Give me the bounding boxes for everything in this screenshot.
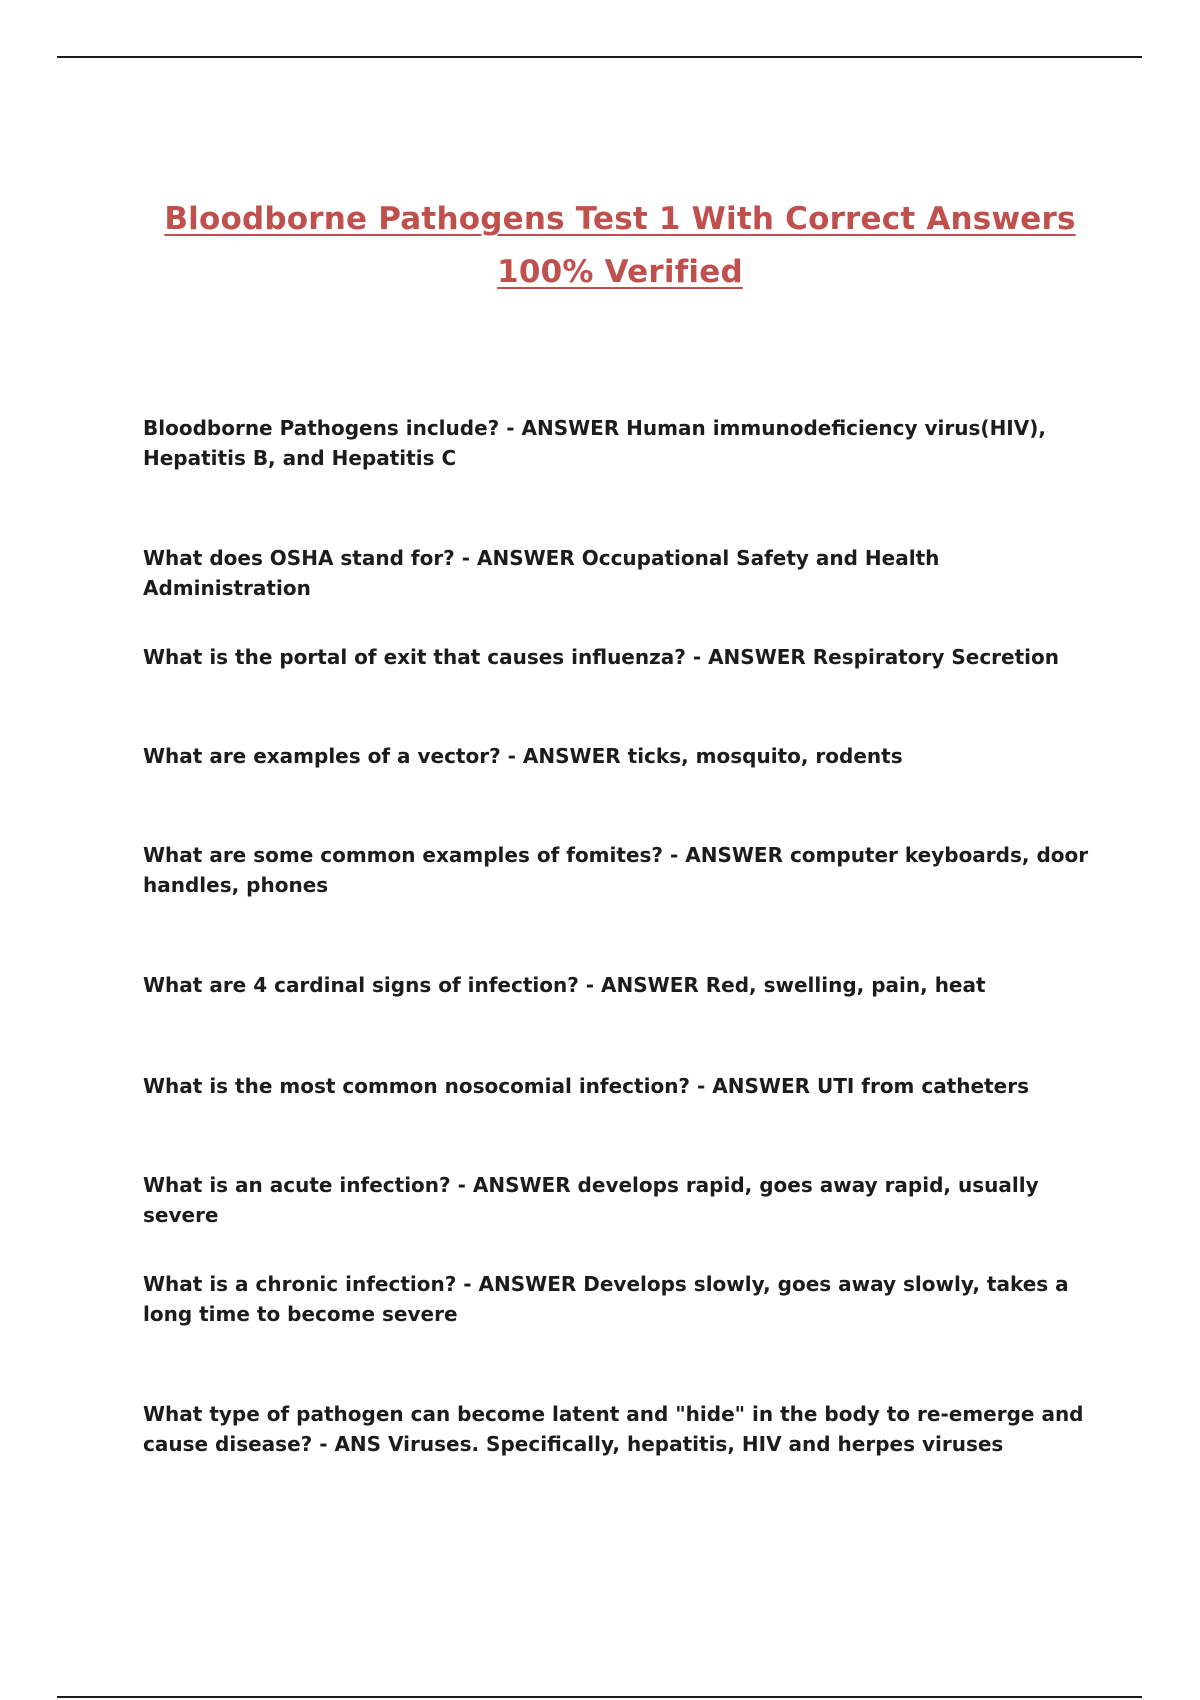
qa-item: What does OSHA stand for? - ANSWER Occupational Safety and Health Administration: [143, 546, 940, 600]
header-rule: [57, 56, 1142, 58]
qa-item: What is the most common nosocomial infection? - ANSWER UTI from catheters: [143, 1074, 1029, 1098]
qa-item: What is a chronic infection? - ANSWER Develops slowly, goes away slowly, takes a long time to become severe: [143, 1272, 1069, 1326]
title-line-1: Bloodborne Pathogens Test 1 With Correct Answers: [164, 201, 1076, 237]
qa-item: Bloodborne Pathogens include? - ANSWER Human immunodeficiency virus(HIV), Hepatitis B, and Hepatitis C: [143, 416, 1046, 470]
document-title: [100, 193, 1140, 299]
qa-item: What are 4 cardinal signs of infection? - ANSWER Red, swelling, pain, heat: [143, 973, 986, 997]
qa-item: What are some common examples of fomites? - ANSWER computer keyboards, door handles, phones: [143, 843, 1089, 897]
qa-item: What type of pathogen can become latent and "hide" in the body to re-emerge and cause disease? - ANS Viruses. Specifically, hepatitis, HIV and herpes viruses: [143, 1402, 1084, 1456]
qa-item: What are examples of a vector? - ANSWER ticks, mosquito, rodents: [143, 744, 903, 768]
title-line-2: 100% Verified: [497, 254, 743, 290]
footer-rule: [57, 1696, 1142, 1698]
qa-item: What is an acute infection? - ANSWER develops rapid, goes away rapid, usually severe: [143, 1173, 1039, 1227]
qa-item: What is the portal of exit that causes influenza? - ANSWER Respiratory Secretion: [143, 645, 1059, 669]
